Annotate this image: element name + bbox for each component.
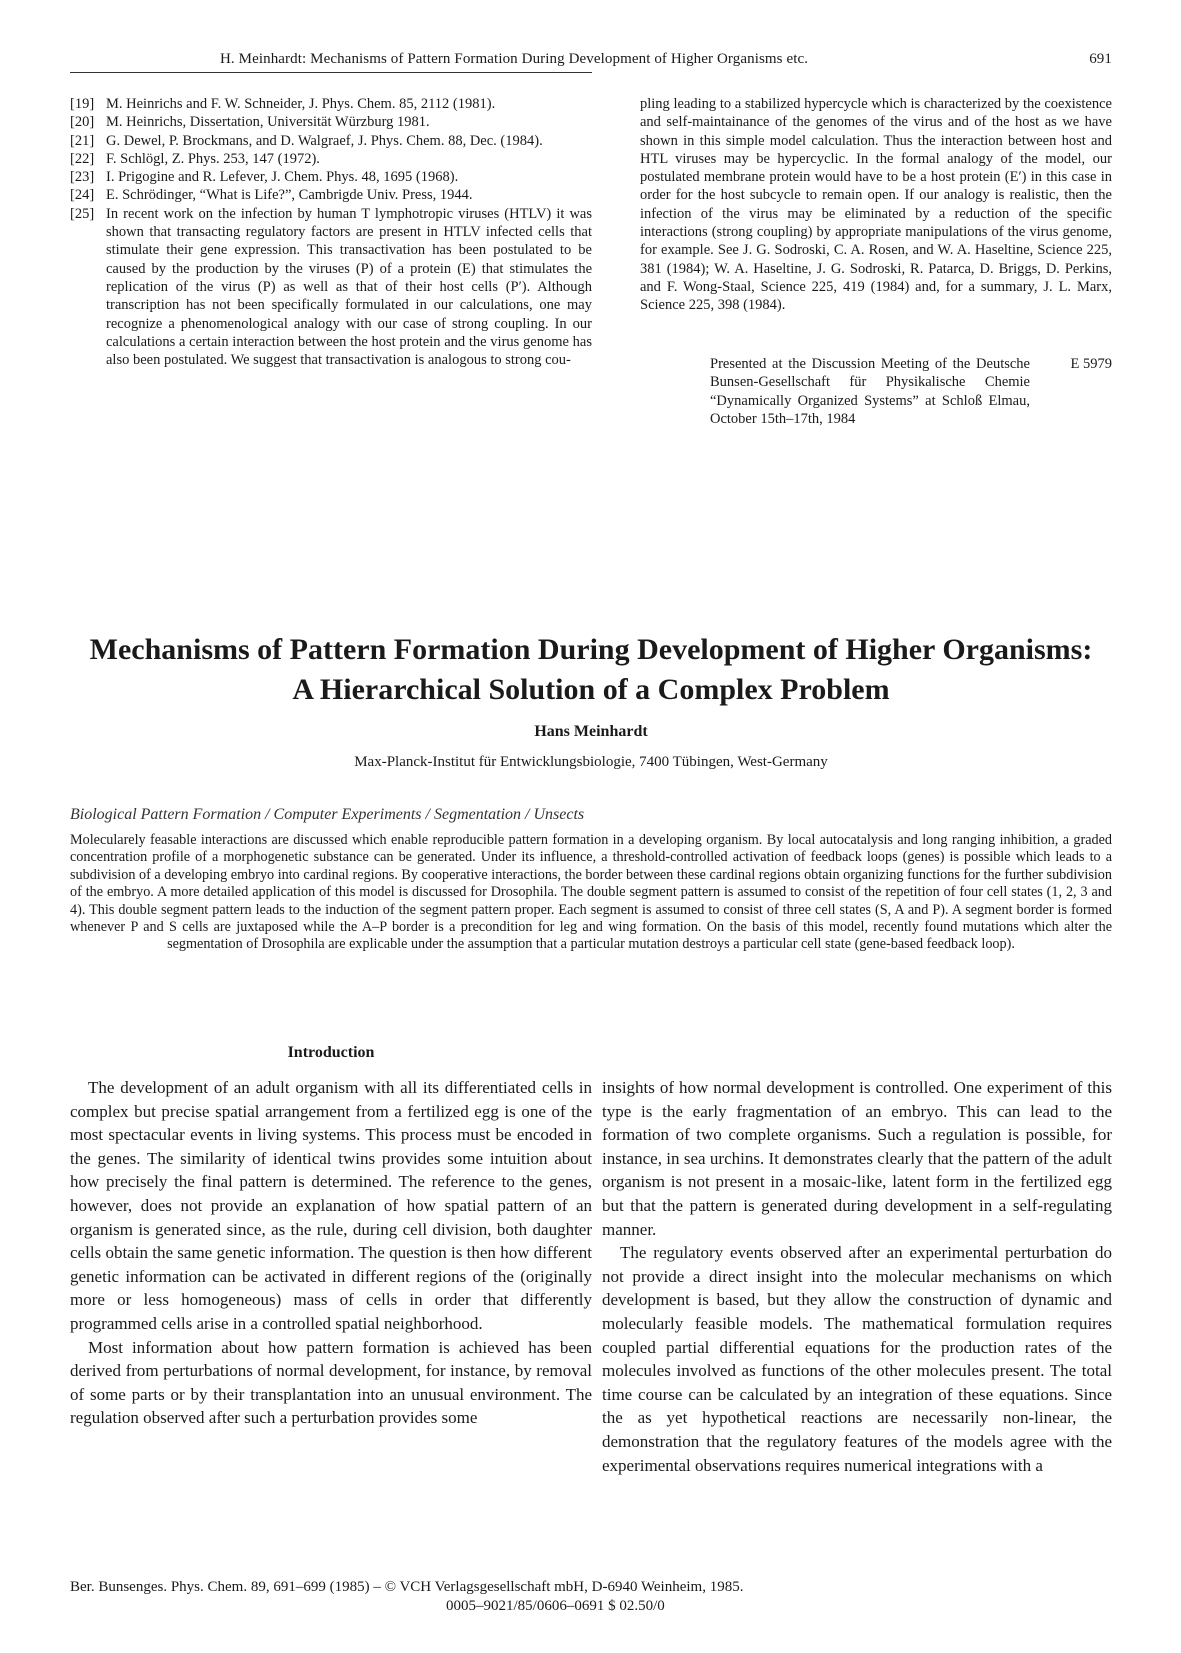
reference-number: [19] (70, 96, 95, 112)
references-list (70, 95, 592, 369)
footer-citation: Ber. Bunsenges. Phys. Chem. 89, 691–699 (1985) – © VCH Verlagsgesellschaft mbH, D-6940 Weinheim, 1985. (70, 1579, 744, 1595)
reference-item (70, 205, 592, 370)
body-paragraph: Most information about how pattern formation is achieved has been derived from perturbations of normal development, for instance, by removal of some parts or by their transplantation into an unusual environment. The regulation observed after such a perturbation provides some (70, 1337, 592, 1428)
reference-item (70, 113, 592, 131)
abstract: Molecularely feasable interactions are discussed which enable reproducible pattern formation in a developing organism. By local autocatalysis and long ranging inhibition, a graded concentration profile of a morphogenetic substance can be generated. Under its influence, a threshold-controlled activation of feedback loops (genes) is possible which leads to a subdivision of a developing embryo into cardinal regions. By cooperative interactions, the border between these cardinal regions obtain organizing functions for the further subdivision of the embryo. A more detailed application of this model is discussed for Drosophila. The double segment pattern is assumed to consist of the repetition of four cell states (1, 2, 3 and 4). This double segment pattern leads to the induction of the segment pattern proper. Each segment is assumed to consist of three cell states (S, A and P). A segment border is formed whenever P and S cells are juxtaposed while the A–P border is a precondition for leg and wing formation. On the basis of this model, recently found mutations which alter the segmentation of Drosophila are explicable under the assumption that a particular mutation destroys a particular cell state (gene-based feedback loop). (70, 832, 1112, 953)
reference-continuation (640, 95, 1112, 315)
reference-number: [24] (70, 187, 95, 204)
reference-25-continued: pling leading to a stabilized hypercycle which is characterized by the coexistence and self-maintainance of the genomes of the virus and of the host as we have shown in this simple model calculation. Thus the interaction between host and HTL viruses may be hypercyclic. In the formal analogy of the model, our postulated membrane protein would have to be a host protein (E′) in this case in order for the host subcycle to remain open. If our analogy is realistic, then the infection of the virus may be eliminated by a reduction of the specific interactions (strong coupling) by appropriate manipulations of the virus genome, for example. See J. G. Sodroski, C. A. Rosen, and W. A. Haseltine, Science 225, 381 (1984); W. A. Haseltine, J. G. Sodroski, R. Patarca, D. Briggs, D. Perkins, and F. Wong-Staal, Science 225, 419 (1984) and, for a summary, J. L. Marx, Science 225, 398 (1984). (640, 96, 1112, 314)
article-title-line-1: Mechanisms of Pattern Formation During Development of Higher Organisms: (89, 633, 1093, 666)
reference-text: F. Schlögl, Z. Phys. 253, 147 (1972). (106, 150, 320, 167)
reference-text: G. Dewel, P. Brockmans, and D. Walgraef, J. Phys. Chem. 88, Dec. (1984). (106, 132, 543, 149)
reference-number: [23] (70, 169, 95, 186)
reference-number: [21] (70, 132, 95, 149)
header-rule (70, 72, 592, 73)
presented-text: Presented at the Discussion Meeting of the Deutsche Bunsen-Gesellschaft für Physikalische Chemie “Dynamically Organized Systems” at Schloß Elmau, October 15th–17th, 1984 (710, 356, 1030, 427)
article-title-line-2: A Hierarchical Solution of a Complex Problem (292, 673, 890, 706)
page-number: 691 (1089, 51, 1112, 67)
reference-text: I. Prigogine and R. Lefever, J. Chem. Phys. 48, 1695 (1968). (106, 169, 459, 186)
reference-number: [20] (70, 114, 95, 131)
reference-item (70, 132, 592, 150)
manuscript-code: E 5979 (1070, 356, 1112, 372)
reference-number: [25] (70, 205, 95, 222)
section-heading: Introduction (287, 1044, 375, 1061)
body-paragraph: insights of how normal development is controlled. One experiment of this type is the early fragmentation of an embryo. This can lead to the formation of two complete organisms. Such a regulation is possible, for instance, in sea urchins. It demonstrates clearly that the pattern of the adult organism is not present in a mosaic-like, latent form in the fertilized egg but that the pattern is generated during development in a self-regulating manner. (602, 1078, 1112, 1239)
reference-item (70, 150, 592, 168)
reference-text: In recent work on the infection by human T lymphotropic viruses (HTLV) it was shown that transacting regulatory factors are present in HTLV infected cells that stimulate their gene expression. This transactivation has been postulated to be caused by the production by the viruses (P) of a protein (E) that stimulates the replication of the virus (P) as well as that of their host cells (P′). Although transcription has not been specifically formulated in our calculations, one may recognize a phenomenological analogy with our case of strong coupling. In our calculations a certain interaction between the host protein and the virus genome has also been postulated. We suggest that transactivation is analogous to strong cou- (106, 205, 592, 369)
reference-text: M. Heinrichs and F. W. Schneider, J. Phys. Chem. 85, 2112 (1981). (106, 96, 496, 112)
article-title (60, 630, 1122, 710)
body-paragraph: The development of an adult organism with all its differentiated cells in complex but precise spatial arrangement from a fertilized egg is one of the most spectacular events in living systems. This process must be encoded in the genes. The similarity of identical twins provides some intuition about how precisely the final pattern is determined. The reference to the genes, however, does not provide an explanation of how spatial pattern of an organism is generated since, as the rule, during cell division, both daughter cells obtain the same genetic information. The question is then how different genetic information can be activated in different regions of the (originally more or less homogeneous) mass of cells in order that differently programmed cells arise in a controlled spatial neighborhood. (70, 1078, 592, 1333)
presented-note (710, 355, 1120, 428)
reference-text: E. Schrödinger, “What is Life?”, Cambrigde Univ. Press, 1944. (106, 187, 473, 204)
reference-number: [22] (70, 150, 95, 167)
author-affiliation: Max-Planck-Institut für Entwicklungsbiologie, 7400 Tübingen, West-Germany (354, 754, 828, 770)
reference-item (70, 168, 592, 186)
reference-item (70, 186, 592, 204)
running-head-title: H. Meinhardt: Mechanisms of Pattern Formation During Development of Higher Organisms etc. (220, 51, 809, 67)
body-column-left (70, 1076, 592, 1430)
body-column-right (602, 1076, 1112, 1477)
body-paragraph: The regulatory events observed after an experimental perturbation do not provide a direct insight into the molecular mechanisms on which development is based, but they allow the construction of dynamic and molecularly feasible models. The mathematical formulation requires coupled partial differential equations for the production rates of the molecules involved as functions of the other molecules present. The total time course can be calculated by an integration of these equations. Since the as yet hypothetical reactions are necessarily non-linear, the demonstration that the regulatory features of the models agree with the experimental observations requires numerical integrations with a (602, 1243, 1112, 1475)
author-name: Hans Meinhardt (534, 723, 648, 740)
reference-item (70, 95, 592, 113)
keywords: Biological Pattern Formation / Computer Experiments / Segmentation / Unsects (70, 806, 585, 823)
reference-text: M. Heinrichs, Dissertation, Universität Würzburg 1981. (106, 114, 430, 131)
footer-code: 0005–9021/85/0606–0691 $ 02.50/0 (446, 1598, 665, 1614)
